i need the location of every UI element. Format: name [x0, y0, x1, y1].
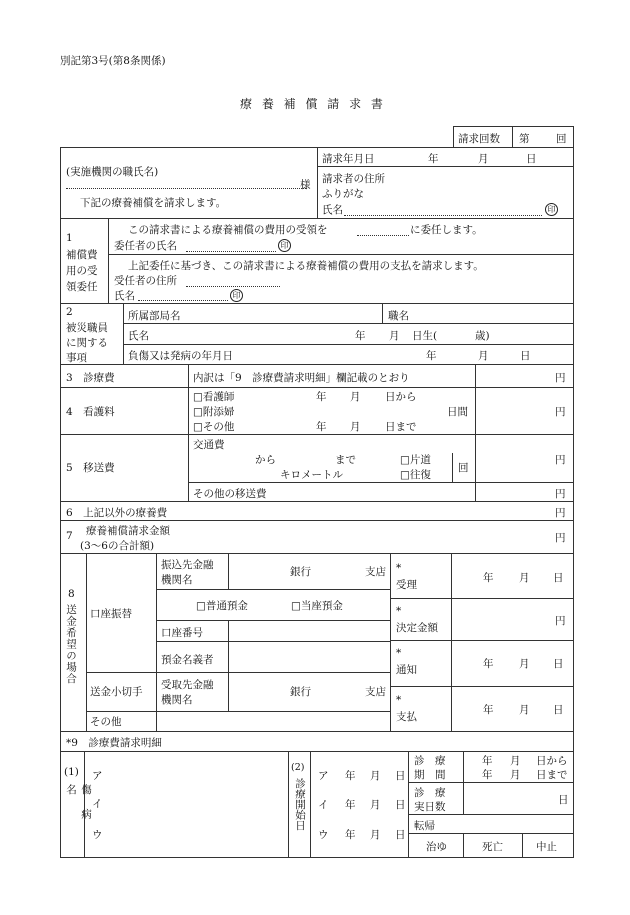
- claim-count-prefix: 第: [519, 133, 530, 145]
- recv-bank-label-2: 機関名: [161, 694, 193, 706]
- claimant-name-label: 氏名: [322, 204, 343, 216]
- paid-month: 月: [519, 704, 530, 716]
- sec1-label-3: 領委任: [66, 281, 98, 293]
- sec2-label-3: 事項: [66, 352, 87, 364]
- days-label: 日間: [447, 406, 468, 418]
- sec3-detail: 内訳は「9 診療費請求明細」欄記載のとおり: [193, 372, 410, 384]
- nurse-option[interactable]: □看護師: [193, 391, 235, 403]
- claim-date-label: 請求年月日: [322, 153, 375, 165]
- paid-label: 支払: [396, 711, 417, 723]
- outcome-stopped[interactable]: 中止: [536, 841, 557, 853]
- injury-day: 日: [520, 350, 531, 362]
- other-method-label: その他: [90, 716, 122, 728]
- period-label-2: 期 間: [414, 769, 446, 781]
- other-option[interactable]: □その他: [193, 421, 235, 433]
- start-date-label: 診療開始日: [294, 778, 306, 831]
- start-u: ウ: [318, 829, 329, 841]
- sec1-label-1: 補償費: [66, 249, 98, 261]
- transport-to: まで: [335, 454, 356, 466]
- notice-day: 日: [553, 658, 564, 670]
- start-a-day: 日: [395, 770, 406, 782]
- dept-label: 所属部局名: [128, 310, 181, 322]
- decided-label: 決定金額: [396, 622, 438, 634]
- form-number: 別記第3号(第8条関係): [60, 55, 166, 67]
- delegator-name-line[interactable]: [186, 251, 276, 252]
- delegator-name-label: 委任者の氏名: [114, 240, 177, 252]
- sec8-number: 8: [68, 588, 75, 600]
- sec3-yen: 円: [555, 372, 566, 384]
- check-label: 送金小切手: [90, 686, 143, 698]
- birth-month: 月: [389, 330, 400, 342]
- injury-year: 年: [426, 350, 437, 362]
- account-holder-label: 預金名義者: [161, 654, 214, 666]
- delegatee-blank[interactable]: [357, 235, 409, 236]
- received-month: 月: [519, 572, 530, 584]
- birth-suffix: 日生(: [412, 330, 438, 342]
- disease-i: イ: [92, 798, 103, 810]
- from-day: 日から: [385, 391, 417, 403]
- sec2-label-2: に関する: [66, 337, 108, 349]
- sec8-label: 送金希望の場合: [65, 604, 77, 685]
- accept-text: 上記委任に基づき、この請求書による療養補償の費用の支払を請求します。: [128, 260, 484, 272]
- page-title: 療 養 補 償 請 求 書: [240, 97, 386, 111]
- decided-asterisk: *: [396, 605, 402, 617]
- claimant-address-label: 請求者の住所: [322, 173, 385, 185]
- age-label: 歳): [475, 330, 490, 342]
- notice-asterisk: *: [396, 647, 402, 659]
- claimant-name-line[interactable]: [344, 215, 542, 216]
- start-i-month: 月: [370, 799, 381, 811]
- start-i-day: 日: [395, 799, 406, 811]
- to-month: 月: [350, 421, 361, 433]
- seal-mark-icon: 印: [545, 203, 558, 216]
- period-from-year: 年: [482, 755, 493, 767]
- claim-date-year: 年: [428, 153, 439, 165]
- days-label-1: 診 療: [414, 787, 446, 799]
- c1-label: (1): [64, 766, 79, 778]
- to-year: 年: [316, 421, 327, 433]
- notice-month: 月: [519, 658, 530, 670]
- sec7-label: 療養補償請求金額: [86, 525, 170, 537]
- sec7-sub: (3～6の合計額): [80, 540, 155, 552]
- bank-label-2: 機関名: [161, 574, 193, 586]
- paid-day: 日: [553, 704, 564, 716]
- start-u-day: 日: [395, 829, 406, 841]
- start-a-year: 年: [345, 770, 356, 782]
- claim-count-label: 請求回数: [458, 133, 500, 145]
- delegatee-address-label: 受任者の住所: [114, 275, 177, 287]
- start-a: ア: [318, 770, 329, 782]
- period-from-month: 月: [510, 755, 521, 767]
- sec5-other-yen: 円: [555, 488, 566, 500]
- notice-label: 通知: [396, 664, 417, 676]
- outcome-label: 転帰: [414, 820, 435, 832]
- decided-yen: 円: [555, 615, 566, 627]
- current-deposit-option[interactable]: □当座預金: [291, 600, 343, 612]
- injury-date-label: 負傷又は発病の年月日: [128, 350, 233, 362]
- delegate-text-b: に委任します。: [410, 224, 483, 236]
- one-way-option[interactable]: □片道: [400, 454, 431, 466]
- claim-date-day: 日: [526, 153, 537, 165]
- days-label-2: 実日数: [414, 801, 446, 813]
- period-to: 日まで: [536, 769, 568, 781]
- attendant-option[interactable]: □附添婦: [193, 406, 235, 418]
- agency-label: (実施機関の職氏名): [66, 166, 159, 178]
- sec7-yen: 円: [555, 532, 566, 544]
- birth-year: 年: [355, 330, 366, 342]
- sec5-yen: 円: [555, 454, 566, 466]
- account-number-label: 口座番号: [161, 627, 203, 639]
- post-label: 職名: [388, 310, 409, 322]
- received-day: 日: [553, 572, 564, 584]
- received-year: 年: [483, 572, 494, 584]
- sec3-label: 3 診療費: [66, 372, 115, 384]
- employee-name-label: 氏名: [128, 330, 149, 342]
- period-to-year: 年: [482, 769, 493, 781]
- seal-mark-icon: 印: [230, 289, 243, 302]
- ordinary-deposit-option[interactable]: □普通預金: [196, 600, 248, 612]
- period-from: 日から: [536, 755, 568, 767]
- sec4-yen: 円: [555, 406, 566, 418]
- sama-label: 様: [300, 179, 311, 191]
- injury-month: 月: [478, 350, 489, 362]
- paid-year: 年: [483, 704, 494, 716]
- furigana-label: ふりがな: [322, 188, 364, 200]
- seal-mark-icon: 印: [278, 239, 291, 252]
- recv-bank-label-1: 受取先金融: [161, 679, 214, 691]
- delegatee-address-line[interactable]: [186, 286, 280, 287]
- transport-label: 交通費: [193, 439, 225, 451]
- paid-asterisk: *: [396, 694, 402, 706]
- recv-branch-suffix: 支店: [365, 686, 386, 698]
- sec5-label: 5 移送費: [66, 462, 115, 474]
- transfer-label: 口座振替: [90, 608, 132, 620]
- sec6-label: 6 上記以外の療養費: [66, 507, 168, 519]
- delegatee-name-line[interactable]: [138, 300, 228, 301]
- disease-a: ア: [92, 770, 103, 782]
- branch-suffix: 支店: [365, 566, 386, 578]
- times-label: 回: [458, 462, 469, 474]
- notice-year: 年: [483, 658, 494, 670]
- start-i-year: 年: [345, 799, 356, 811]
- bank-suffix: 銀行: [290, 566, 311, 578]
- bank-label-1: 振込先金融: [161, 559, 214, 571]
- sec6-yen: 円: [555, 507, 566, 519]
- other-transport-label: その他の移送費: [193, 488, 267, 500]
- claim-count-suffix: 回: [556, 133, 567, 145]
- sec1-label-2: 用の受: [66, 265, 98, 277]
- days-unit: 日: [558, 794, 569, 806]
- start-u-month: 月: [370, 829, 381, 841]
- c2-label: (2): [291, 762, 305, 773]
- start-i: イ: [318, 799, 329, 811]
- request-text: 下記の療養補償を請求します。: [80, 197, 227, 209]
- round-trip-option[interactable]: □往復: [400, 469, 431, 481]
- from-year: 年: [316, 391, 327, 403]
- period-to-month: 月: [510, 769, 521, 781]
- agency-name-line[interactable]: [66, 188, 306, 189]
- km-label: キロメートル: [280, 469, 343, 481]
- to-day: 日まで: [385, 421, 417, 433]
- start-u-year: 年: [345, 829, 356, 841]
- sec9-title: *9 診療費請求明細: [66, 737, 162, 749]
- from-month: 月: [350, 391, 361, 403]
- transport-from: から: [255, 454, 276, 466]
- disease-u: ウ: [92, 829, 103, 841]
- disease-label: 傷病名: [65, 784, 92, 833]
- sec2-label-1: 被災職員: [66, 322, 108, 334]
- recv-bank-suffix: 銀行: [290, 686, 311, 698]
- sec7-number: 7: [66, 530, 73, 542]
- outcome-healed[interactable]: 治ゆ: [426, 841, 447, 853]
- delegate-text-a: この請求書による療養補償の費用の受領を: [128, 224, 328, 236]
- delegatee-name-label: 氏名: [114, 290, 135, 302]
- received-label: 受理: [396, 579, 417, 591]
- sec4-label: 4 看護料: [66, 406, 115, 418]
- sec1-number: 1: [66, 232, 73, 244]
- claim-date-month: 月: [478, 153, 489, 165]
- start-a-month: 月: [370, 770, 381, 782]
- sec2-number: 2: [66, 306, 73, 318]
- received-asterisk: *: [396, 562, 402, 574]
- outcome-died[interactable]: 死亡: [482, 841, 503, 853]
- period-label-1: 診 療: [414, 755, 446, 767]
